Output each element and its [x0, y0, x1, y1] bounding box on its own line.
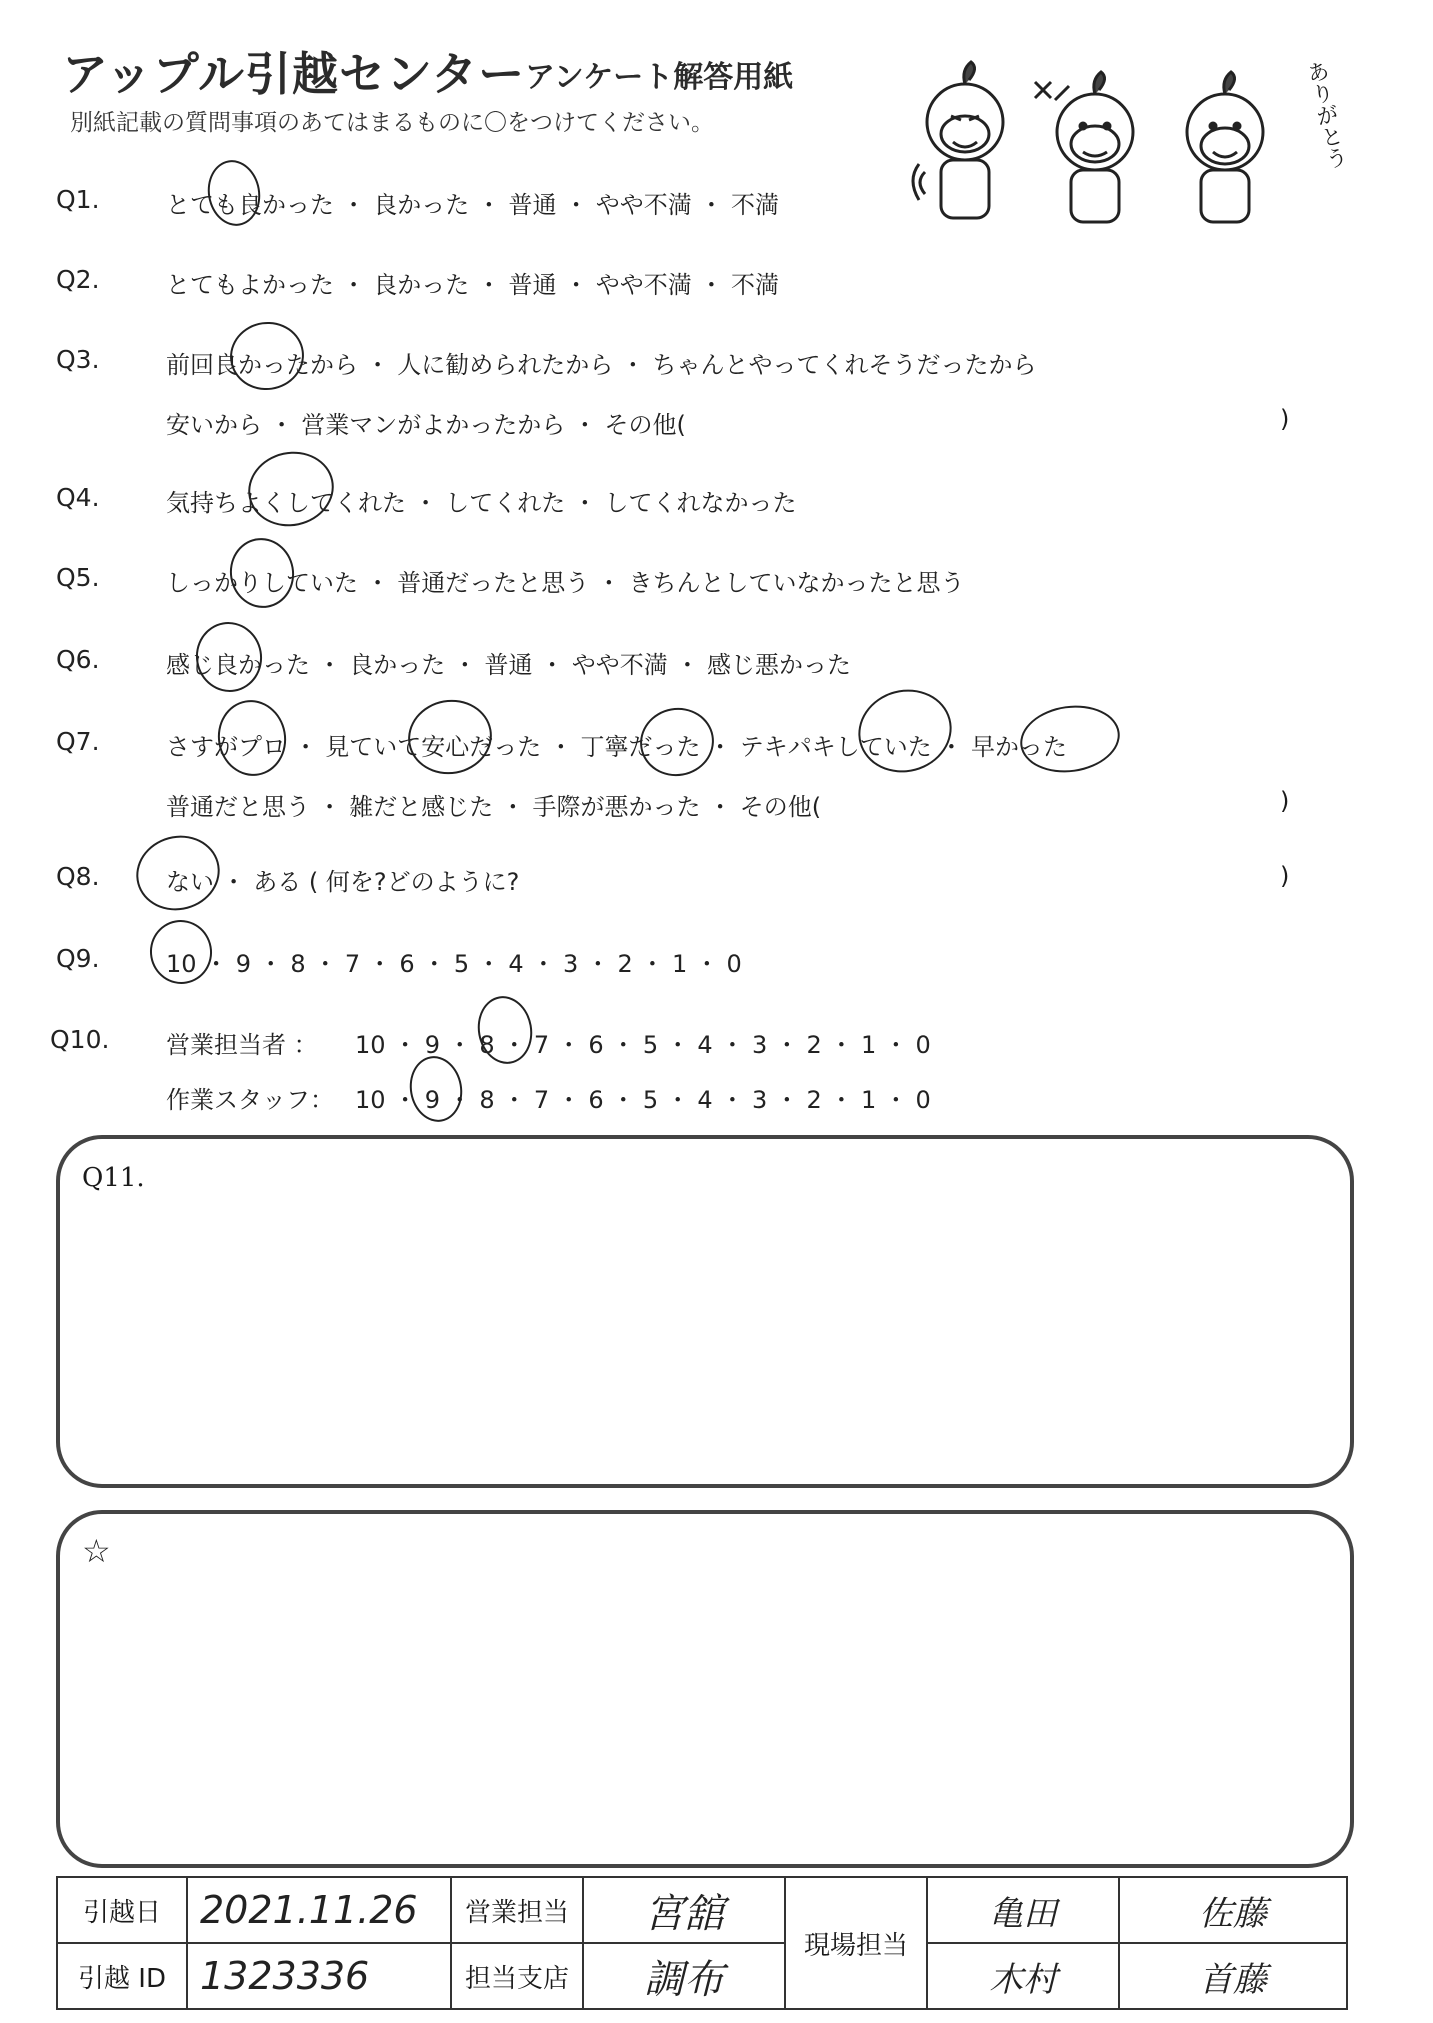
q10-staff-scale[interactable]: 10 ・ 9 ・ 8 ・ 7 ・ 6 ・ 5 ・ 4 ・ 3 ・ 2 ・ 1 ・ 0: [355, 1086, 931, 1114]
q4-options[interactable]: 気持ちよくしてくれた ・ してくれた ・ してくれなかった: [166, 489, 797, 517]
q10-number: Q10.: [50, 1025, 110, 1054]
branch-value: 調布: [644, 1956, 724, 2003]
q4-answer-circle: [241, 444, 341, 534]
sales-rep-value: 宮舘: [644, 1890, 724, 1937]
q11-comment-box[interactable]: [56, 1135, 1354, 1488]
q5-answer-circle: [224, 533, 299, 613]
branch-label: 担当支店: [451, 1943, 583, 2009]
q5-number: Q5.: [56, 563, 100, 592]
q9-scale[interactable]: 10 ・ 9 ・ 8 ・ 7 ・ 6 ・ 5 ・ 4 ・ 3 ・ 2 ・ 1 ・ 0: [166, 950, 742, 978]
q7-answer-circle: [1016, 699, 1124, 778]
q7-answer-circle: [402, 693, 498, 780]
q3-answer-circle: [226, 317, 309, 395]
q11-label: Q11.: [82, 1163, 145, 1193]
site-staff-name: 佐藤: [1199, 1893, 1267, 1934]
q10-sales-scale[interactable]: 10 ・ 9 ・ 8 ・ 7 ・ 6 ・ 5 ・ 4 ・ 3 ・ 2 ・ 1 ・ 0: [355, 1031, 931, 1059]
monkey-icon: [1187, 72, 1263, 222]
q4-number: Q4.: [56, 483, 100, 512]
q8-number: Q8.: [56, 862, 100, 891]
move-date-label: 引越日: [57, 1877, 187, 1943]
q6-options[interactable]: 感じ良かった ・ 良かった ・ 普通 ・ やや不満 ・ 感じ悪かった: [166, 651, 852, 679]
q3-close-paren: ): [1280, 405, 1290, 433]
q6-answer-circle: [190, 617, 267, 697]
mascot-illustration: [905, 52, 1345, 232]
instruction-text: 別紙記載の質問事項のあてはまるものに〇をつけてください。: [70, 110, 714, 136]
site-staff-label: 現場担当: [785, 1877, 927, 2009]
q2-number: Q2.: [56, 265, 100, 294]
footer-info-table: [56, 1876, 1348, 2010]
q8-close-paren: ): [1280, 862, 1290, 890]
sales-rep-label: 営業担当: [451, 1877, 583, 1943]
q2-options[interactable]: とてもよかった ・ 良かった ・ 普通 ・ やや不満 ・ 不満: [166, 271, 780, 299]
q6-number: Q6.: [56, 645, 100, 674]
q5-options[interactable]: しっかりしていた ・ 普通だったと思う ・ きちんとしていなかったと思う: [166, 569, 965, 597]
q9-number: Q9.: [56, 944, 100, 973]
monkey-icon: [913, 62, 1003, 218]
q1-number: Q1.: [56, 185, 100, 214]
form-subtitle: アンケート解答用紙: [525, 60, 794, 95]
q10-staff-label: 作業スタッフ：: [166, 1086, 334, 1114]
site-staff-name: 亀田: [989, 1893, 1057, 1934]
q7-answer-circle: [849, 679, 961, 783]
q7-options-line2[interactable]: 普通だと思う ・ 雑だと感じた ・ 手際が悪かった ・ その他(: [166, 793, 822, 821]
mascot-caption: ありがとう: [1301, 58, 1350, 172]
q3-options-line1[interactable]: 前回良かったから ・ 人に勧められたから ・ ちゃんとやってくれそうだったから: [166, 351, 1037, 379]
q7-answer-circle: [635, 702, 720, 782]
q7-close-paren: ): [1280, 787, 1290, 815]
monkey-icon: [1035, 72, 1133, 222]
move-date-value: 2021.11.26: [200, 1888, 418, 1932]
star-icon: ☆: [82, 1532, 111, 1570]
site-staff-name: 木村: [989, 1959, 1057, 2000]
q7-number: Q7.: [56, 727, 100, 756]
q8-answer-circle: [128, 826, 228, 919]
form-title: アップル引越センター: [62, 47, 526, 101]
move-id-value: 1323336: [200, 1954, 370, 1998]
q1-options[interactable]: とても良かった ・ 良かった ・ 普通 ・ やや不満 ・ 不満: [166, 191, 780, 219]
q8-options[interactable]: ない ・ ある ( 何を?どのように?: [166, 868, 520, 896]
q3-options-line2[interactable]: 安いから ・ 営業マンがよかったから ・ その他(: [166, 411, 686, 439]
move-id-label: 引越 ID: [57, 1943, 187, 2009]
q7-options-line1[interactable]: さすがプロ ・ 見ていて安心だった ・ 丁寧だった ・ テキパキしていた ・ 早かった: [166, 733, 1068, 761]
star-comment-box[interactable]: [56, 1510, 1354, 1868]
site-staff-name: 首藤: [1199, 1959, 1267, 2000]
q7-answer-circle: [212, 695, 292, 782]
q3-number: Q3.: [56, 345, 100, 374]
q10-sales-label: 営業担当者 ：: [166, 1031, 318, 1059]
